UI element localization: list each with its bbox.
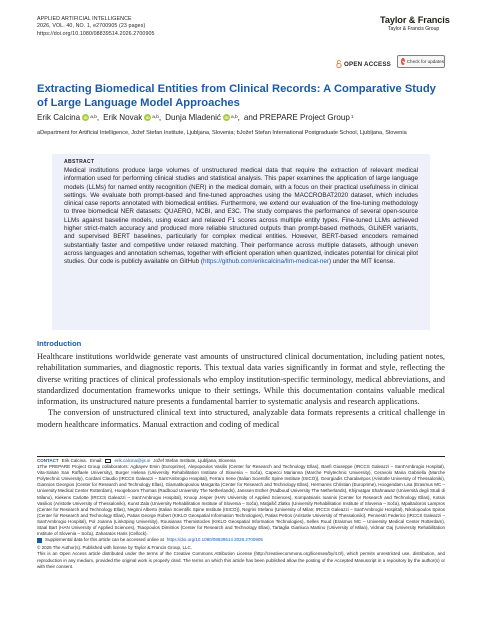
author-group[interactable] bbox=[244, 113, 354, 122]
orcid-icon[interactable]: iD bbox=[145, 115, 150, 120]
publisher-logo[interactable] bbox=[377, 15, 450, 41]
supplemental-link[interactable]: https://doi.org/10.1080/08839514.2026.2700905 bbox=[166, 537, 263, 543]
abstract-heading: ABSTRACT bbox=[64, 159, 95, 165]
open-access-label: OPEN ACCESS bbox=[344, 60, 392, 68]
article-title: Extracting Biomedical Entities from Clinical Records: A Comparative Study of Large Language Model Approaches bbox=[37, 83, 436, 109]
check-for-updates-label: Check for updates bbox=[406, 59, 444, 64]
orcid-icon[interactable]: iD bbox=[224, 115, 229, 120]
author-name: Dunja Mladenić bbox=[165, 113, 221, 122]
supplemental-data-icon bbox=[37, 538, 42, 543]
author-name: Erik Calcina bbox=[37, 113, 81, 122]
abstract-box bbox=[52, 154, 430, 330]
abstract-text: Medical institutions produce large volumes of unstructured medical data that require the extraction of relevant medical information used for performing clinical studies and statistical analysis. This paper examines the application of large language models (LLMs) for named entity recognition (NER) in the medical domain, with a focus on their practical usefulness in clinical settings. We evaluate both prompt-based and fine-tuned approaches using the MACCROBAT2020 dataset, which includes clinical case reports annotated with biomedical entities. Furthermore, we extend our evaluation of the fine-tuning methodology to three biomedical NER datasets: QUAERO, NCBI, and E3C. The study compares the performance of several open-source LLMs against baseline models, using exact and relaxed F1 scores across multiple entity types. Fine-tuned LLMs achieved higher strict-match accuracy and produced more reliable structured outputs than prompt-based methods, GLiNER variants, and supervised BERT baselines, particularly for complex medical entities. However, BERT-based encoders remained substantially faster and competitive under relaxed matching. Their performance across multiple datasets, although uneven across languages and annotation schemas, together with efficient operation when quantized, indicates potential for clinical pilot studies. Our code is publicly available on GitHub (https://github.com/erikcalcina/llm-medical-ner) under the MIT license. bbox=[64, 167, 418, 266]
journal-name: APPLIED ARTIFICIAL INTELLIGENCE bbox=[37, 16, 132, 22]
publisher-name: Taylor & Francis bbox=[380, 15, 450, 25]
journal-doi[interactable]: https://doi.org/10.1080/08839514.2026.2700905 bbox=[37, 30, 155, 37]
paragraph: Healthcare institutions worldwide generate vast amounts of unstructured clinical documentation, including patient notes, rehabilitation summaries, and diagnostic reports. This textual data varies significantly in format and style, reflecting the diverse writing practices of clinical professionals who employ institution-specific terminology, medical abbreviations, and standardized documentation frameworks unique to their settings. While this documentation contains valuable medical information, its unstructured nature presents a fundamental barrier to systematic analysis and research applications. bbox=[37, 352, 445, 407]
paragraph: The conversion of unstructured clinical text into structured, analyzable data formats represents a critical challenge in modern healthcare informatics. Manual extraction and coding of medical bbox=[37, 408, 445, 429]
author-item[interactable] bbox=[103, 113, 159, 122]
introduction-body bbox=[37, 351, 445, 430]
open-lock-icon bbox=[336, 60, 342, 68]
supplemental-line bbox=[37, 537, 445, 543]
footnotes bbox=[37, 458, 445, 570]
author-group-sup: 1 bbox=[350, 115, 354, 120]
check-for-updates-icon bbox=[401, 58, 405, 65]
contact-affiliation: Jožef Stefan Institute, Ljubljana, Slovenia bbox=[153, 458, 236, 463]
author-list: Erik Calcina iD a,b , Erik Novak iD a,b , Dunja Mladenić iD a,b , and PREPARE Project Group 1 bbox=[37, 113, 354, 122]
github-link[interactable]: https://github.com/erikcalcina/llm-medical-ner bbox=[202, 258, 329, 266]
check-for-updates-button[interactable] bbox=[397, 55, 445, 68]
contact-email-label: Email: bbox=[89, 458, 103, 463]
journal-info bbox=[37, 16, 155, 38]
license-text: This is an Open Access article distributed under the terms of the Creative Commons Attribution License (http://creativecommons.org/licenses/by/4.0/), which permits unrestricted use, distribution, and reproduction in any medium, provided the original work is properly cited. The terms on which this article has been published allow the posting of the Accepted Manuscript in a repository by the author(s) or with their consent. bbox=[37, 551, 445, 569]
author-name: Erik Novak bbox=[103, 113, 143, 122]
introduction-heading: Introduction bbox=[37, 339, 82, 348]
footnote-divider bbox=[37, 456, 445, 457]
author-item[interactable] bbox=[165, 113, 237, 122]
publisher-sub: Taylor & Francis Group bbox=[388, 26, 440, 32]
orcid-icon[interactable]: iD bbox=[83, 115, 88, 120]
author-item[interactable] bbox=[37, 113, 97, 122]
author-affiliation-sup: a,b bbox=[152, 115, 159, 120]
contact-label: CONTACT bbox=[37, 458, 59, 463]
contact-name: Erik Calcina. bbox=[61, 458, 87, 463]
open-access-badge bbox=[336, 60, 391, 68]
supplemental-text: Supplemental data for this article can be accessed online at bbox=[45, 537, 164, 543]
author-affiliation-sup: a,b bbox=[230, 115, 238, 120]
affiliations: aDepartment for Artificial Intelligence, Jožef Stefan Institute, Ljubljana, Slovenia; bJožef Stefan International Postgraduate School, Ljubljana, Slovenia bbox=[37, 130, 407, 136]
copyright: © 2026 The Author(s). Published with license by Taylor & Francis Group, LLC. bbox=[37, 545, 192, 551]
journal-volume: 2026, VOL. 40, NO. 1, e2700905 (23 pages) bbox=[37, 23, 146, 30]
project-group-note: 1The PREPARE Project Group collaborators: Agbayev Emin (Europrime), Alepopoulos Vasilis (Center for Research and Technology Ellas), Banfi Giuseppe (IRCCS Galeazzi – Sant'Ambrogio Hospital), Vita-Salute San Raffaele University), Burger Helena (University Rehabilitation Institute of Slovenia – Soča), Capecci Marianna (Marche Polytechnic University), Ceravolo Maria Gabriella (Marche Polytechnic University), Cordani Claudio (IRCCS Galeazzi – Sant'Ambrogio Hospital), Ferraro Irene (Italian Scientific Spine Institute (ISICO)), Georgiadis Charalampos (Aristotle University of Thessaloniki), Giannios Georgios (Center for Research and Technology Ellas), Giamatikopoulou Margarita (Center for Research and Technology Ellas), Hermanns Christian (Europrime), Hoogendam Lisa (Erasmus MC – University Medical Center Rotterdam), Hoogeboom Thomas (Radboud University The Netherlands), Janssen Esther (Radboud University The Netherlands), Khijmatgar Shahnawaz (Università degli Studi di Milano), Kiekens Carlotte (IRCCS Galeazzi – Sant'Ambrogio Hospital), Knoop Jesper (HAN University of Applied Sciences), Kompatsiaris Ioannis (Center for Research and Technology Ellas), Kotsis Vasilios (Aristotle University of Thessaloniki), Kunst Zala (University Rehabilitation Institute of Slovenia – Soča), Matjašič Zlatko (University Rehabilitation Institute of Slovenia – Soča), Mpaltadoros Lampros (Center for Research and Technology Ellas), Negrini Alberto (Italian Scientific Spine Institute (ISICO)), Negrini Stefano (University of Milan; IRCCS Galeazzi – Sant'Ambrogio Hospital), Nikolopoulos Spiros (Center for Research and Technology Ellas), Patias Georgе Robert (KIKLO Geospatial Information Technologies), Patias Petros (Aristotle University of Thessaloniki), Pennestri Federico (IRCCS Galeazzi – Sant'Ambrogio Hospital), Pol Joanna (Linköping University), Rousianas Themistocles (KIKLO Geospatial Information Technologies), Selles Ruud (Erasmus MC – University Medical Center Rotterdam), Staal Bart (HAN University of Applied Sciences), Tsaopoulos Dimitrios (Center for Research and Technology Ellas), Tartaglia Gianluca Martino (University of Milan), Vidmar Gaj (University Rehabilitation Institute of Slovenia – Soča), Zaharatos Haris (Cellock). bbox=[37, 464, 445, 537]
contact-email-link[interactable]: erik.calcina@ijs.si bbox=[114, 458, 151, 463]
envelope-icon bbox=[105, 459, 111, 463]
author-affiliation-sup: a,b bbox=[90, 115, 97, 120]
author-group-name: and PREPARE Project Group bbox=[243, 113, 350, 122]
